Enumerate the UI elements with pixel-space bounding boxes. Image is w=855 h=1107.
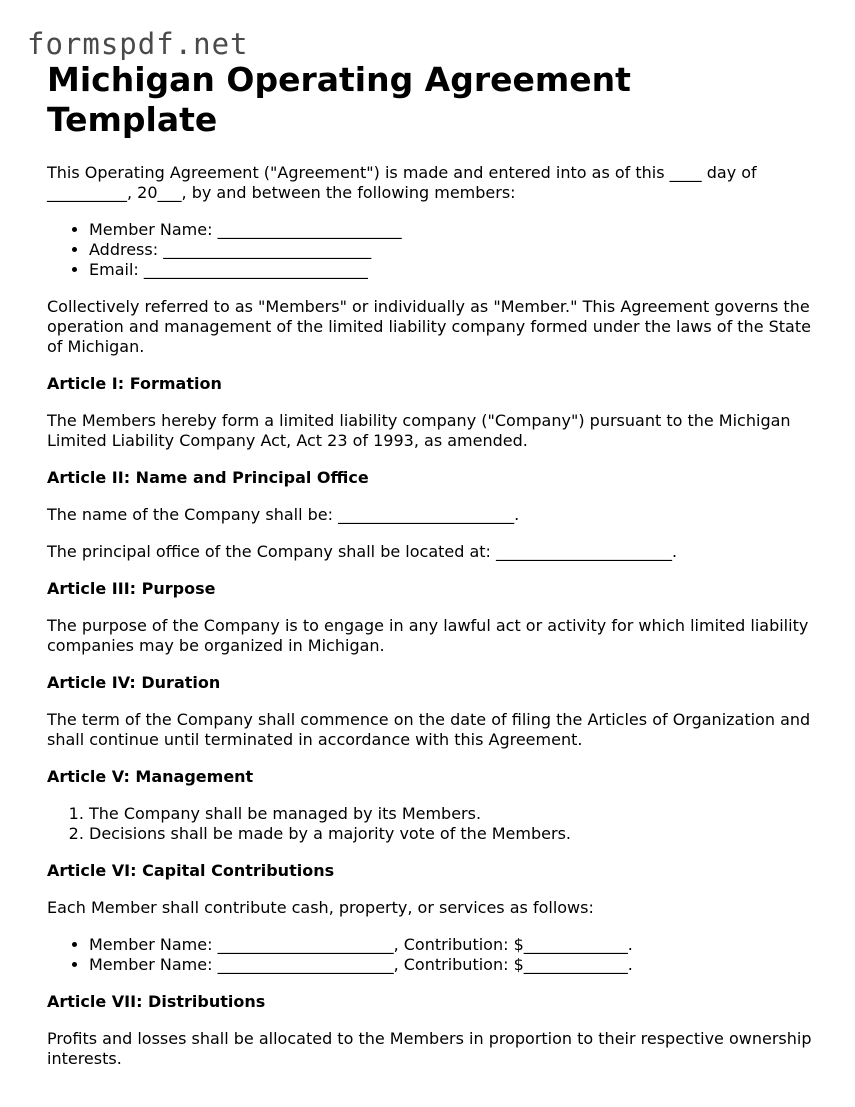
- article-6-heading: Article VI: Capital Contributions: [47, 861, 335, 880]
- article-4-heading: Article IV: Duration: [47, 673, 221, 692]
- site-watermark: formspdf.net: [27, 27, 249, 61]
- article-7-heading: Article VII: Distributions: [47, 992, 266, 1011]
- article-7-text: Profits and losses shall be allocated to the Members in proportion to their respective ownership interests.: [47, 1029, 812, 1068]
- document-title: Michigan Operating Agreement Template: [47, 60, 631, 139]
- management-list: [47, 804, 817, 844]
- collective-paragraph: Collectively referred to as "Members" or individually as "Member." This Agreement governs the operation and management of the limited liability company formed under the laws of the State of Michigan.: [47, 297, 811, 356]
- member-name-field: • Member Name: _______________________: [89, 220, 817, 240]
- article-1-text: The Members hereby form a limited liability company ("Company") pursuant to the Michigan Limited Liability Company Act, Act 23 of 1993, as amended.: [47, 411, 791, 450]
- contribution-item: • Member Name: ______________________, Contribution: $_____________.: [89, 935, 817, 955]
- article-3-text: The purpose of the Company is to engage in any lawful act or activity for which limited liability companies may be organized in Michigan.: [47, 616, 809, 655]
- management-item: 2. Decisions shall be made by a majority vote of the Members.: [89, 824, 817, 844]
- company-name-line: The name of the Company shall be: ______________________.: [47, 505, 520, 524]
- intro-paragraph: This Operating Agreement ("Agreement") is made and entered into as of this ____ day of __________, 20___, by and between the following members:: [47, 163, 757, 202]
- email-field: • Email: ____________________________: [89, 260, 817, 280]
- article-5-heading: Article V: Management: [47, 767, 254, 786]
- principal-office-line: The principal office of the Company shall be located at: ______________________.: [47, 542, 678, 561]
- contribution-list: [47, 935, 817, 975]
- document-page: [47, 60, 817, 1086]
- management-item: 1. The Company shall be managed by its Members.: [89, 804, 817, 824]
- article-6-text: Each Member shall contribute cash, property, or services as follows:: [47, 898, 594, 917]
- article-1-heading: Article I: Formation: [47, 374, 222, 393]
- address-field: • Address: __________________________: [89, 240, 817, 260]
- article-4-text: The term of the Company shall commence on the date of filing the Articles of Organization and shall continue until terminated in accordance with this Agreement.: [47, 710, 811, 749]
- member-fields-list: [47, 220, 817, 280]
- contribution-item: • Member Name: ______________________, Contribution: $_____________.: [89, 955, 817, 975]
- article-2-heading: Article II: Name and Principal Office: [47, 468, 369, 487]
- article-3-heading: Article III: Purpose: [47, 579, 216, 598]
